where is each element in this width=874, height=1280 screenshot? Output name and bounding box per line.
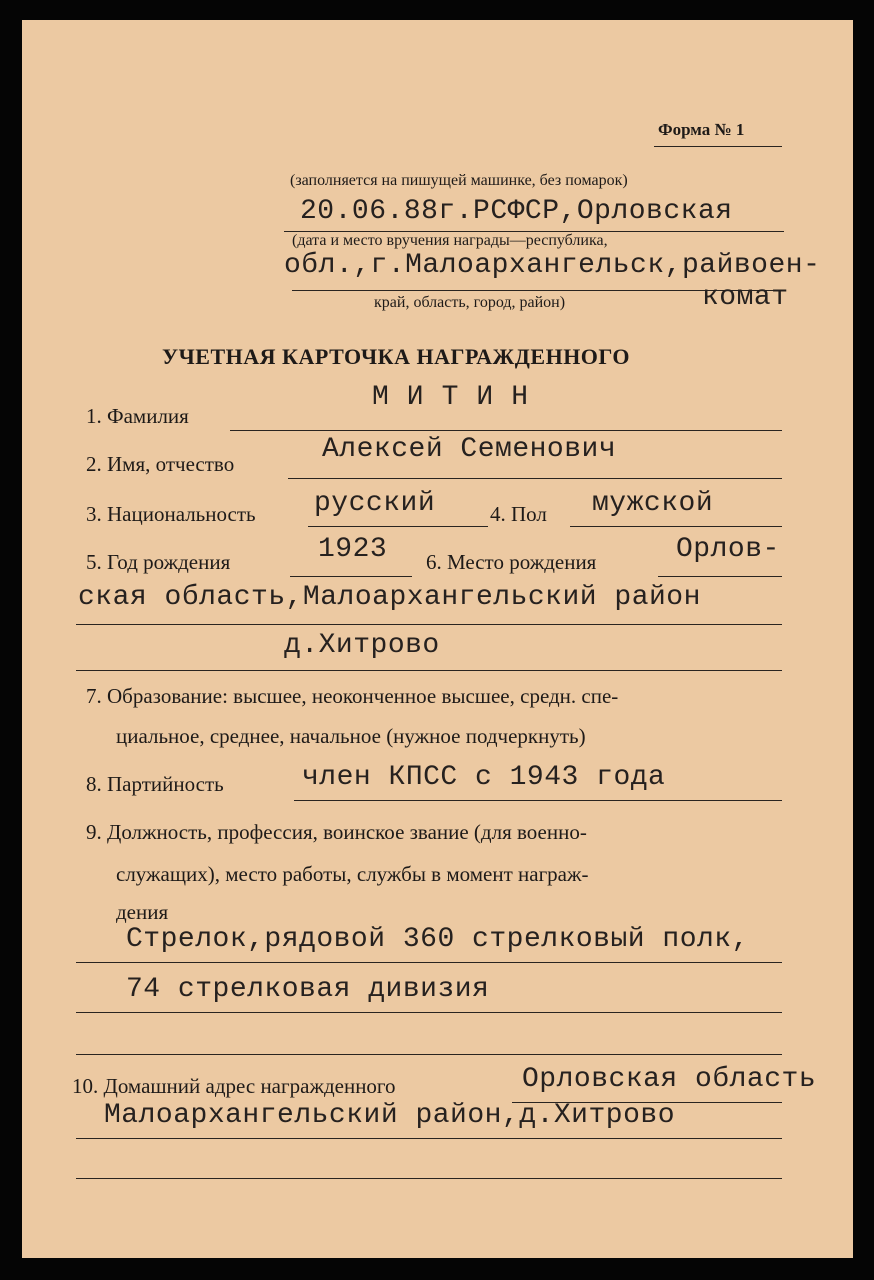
award-date-place-line3: комат	[702, 282, 789, 313]
address-underline2	[76, 1138, 782, 1139]
surname-value: МИТИН	[372, 382, 547, 413]
name-underline	[288, 478, 782, 479]
nationality-underline	[308, 526, 488, 527]
form-number-underline	[654, 146, 782, 147]
party-underline	[294, 800, 782, 801]
address-value2: Малоархангельский район,д.Хитрово	[104, 1100, 675, 1131]
position-underline3	[76, 1054, 782, 1055]
form-number: Форма № 1	[658, 120, 745, 139]
birth-place-label: 6. Место рождения	[426, 550, 597, 574]
award-date-place-line2: обл.,г.Малоархангельск,райвоен-	[284, 250, 821, 281]
card-title: УЧЕТНАЯ КАРТОЧКА НАГРАЖДЕННОГО	[162, 344, 630, 369]
sex-underline	[570, 526, 782, 527]
address-underline3	[76, 1178, 782, 1179]
birth-place-value2: ская область,Малоархангельский район	[78, 582, 701, 613]
nationality-value: русский	[314, 488, 436, 519]
birth-place-value1: Орлов-	[676, 534, 780, 565]
birth-place-underline2	[76, 624, 782, 625]
address-value1: Орловская область	[522, 1064, 817, 1095]
education-label-line1: 7. Образование: высшее, неоконченное высшее, средн. спе-	[86, 684, 619, 708]
name-label: 2. Имя, отчество	[86, 452, 235, 476]
birth-place-value3: д.Хитрово	[284, 630, 440, 661]
birth-year-value: 1923	[318, 534, 388, 565]
birth-year-label: 5. Год рождения	[86, 550, 231, 574]
award-record-card	[22, 20, 853, 1258]
award-caption1: (дата и место вручения награды—республика,	[292, 232, 608, 249]
award-caption2: край, область, город, район)	[374, 294, 566, 311]
address-label: 10. Домашний адрес награжденного	[72, 1074, 396, 1098]
position-underline2	[76, 1012, 782, 1013]
birth-year-underline	[290, 576, 412, 577]
surname-label: 1. Фамилия	[86, 404, 189, 428]
sex-label: 4. Пол	[490, 502, 547, 526]
position-label-line3: дения	[116, 900, 169, 924]
education-label-line2: циальное, среднее, начальное (нужное подчеркнуть)	[116, 724, 586, 748]
position-label-line1: 9. Должность, профессия, воинское звание (для военно-	[86, 820, 587, 844]
sex-value: мужской	[592, 488, 714, 519]
party-value: член КПСС с 1943 года	[302, 762, 666, 793]
position-value2: 74 стрелковая дивизия	[126, 974, 490, 1005]
party-label: 8. Партийность	[86, 772, 224, 796]
position-underline1	[76, 962, 782, 963]
birth-place-underline3	[76, 670, 782, 671]
form-instruction: (заполняется на пишущей машинке, без помарок)	[290, 172, 628, 189]
nationality-label: 3. Национальность	[86, 502, 256, 526]
name-value: Алексей Семенович	[322, 434, 617, 465]
position-label-line2: служащих), место работы, службы в момент награж-	[116, 862, 589, 886]
surname-underline	[230, 430, 782, 431]
position-value1: Стрелок,рядовой 360 стрелковый полк,	[126, 924, 749, 955]
birth-place-underline1	[658, 576, 782, 577]
award-date-place-line1: 20.06.88г.РСФСР,Орловская	[300, 196, 733, 227]
